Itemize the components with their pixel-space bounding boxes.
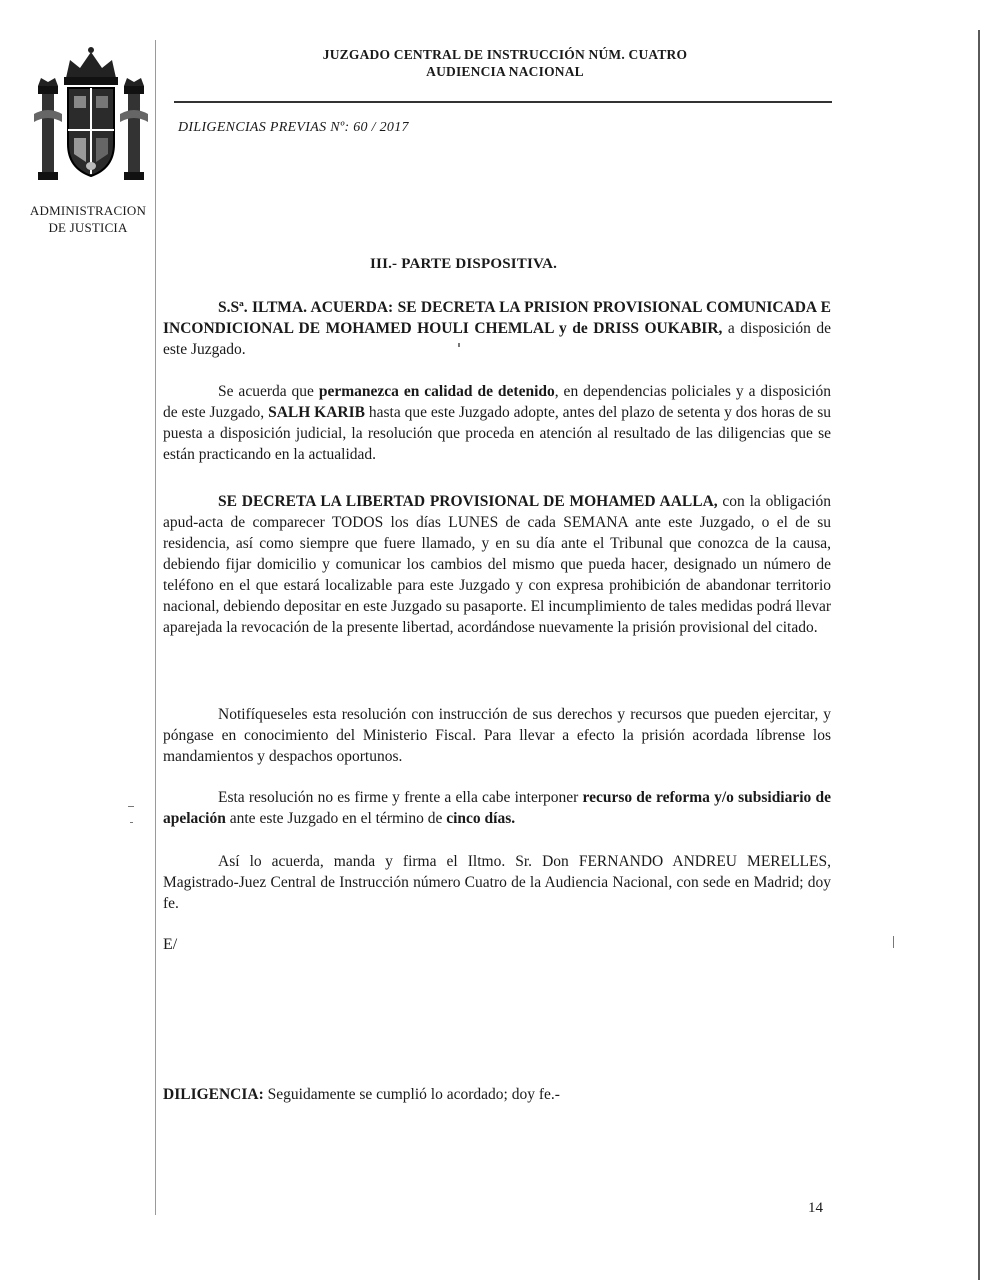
scan-speck bbox=[893, 936, 894, 948]
administration-label bbox=[18, 202, 158, 236]
appeal-bold-a: recurso de reforma y/o subsidiario de apelación bbox=[163, 789, 831, 827]
paragraph-decree-prison bbox=[163, 297, 831, 360]
court-subtitle: AUDIENCIA NACIONAL bbox=[426, 64, 584, 79]
appeal-bold-b: cinco días. bbox=[446, 810, 516, 827]
coat-of-arms-icon bbox=[30, 44, 152, 194]
notification-text: Notifíqueseles esta resolución con instrucción de sus derechos y recursos que pueden ejercitar, y póngase en conocimiento del Ministerio Fiscal. Para llevar a efecto la prisión acordada líbrense los mandamientos y despachos oportunos. bbox=[163, 706, 831, 765]
scan-speck bbox=[458, 343, 460, 347]
header-divider bbox=[174, 101, 832, 103]
detention-bold-a: permanezca en calidad de detenido bbox=[318, 383, 555, 400]
scan-edge bbox=[978, 30, 980, 1280]
appeal-text-a: Esta resolución no es firme y frente a ella cabe interponer bbox=[218, 789, 583, 806]
diligencia-text: Seguidamente se cumplió lo acordado; doy fe.- bbox=[263, 1086, 560, 1103]
signature-mark: E/ bbox=[163, 936, 178, 953]
scan-speck bbox=[130, 822, 133, 823]
admin-line-1: ADMINISTRACION bbox=[29, 203, 147, 218]
court-header bbox=[240, 46, 770, 80]
paragraph-notification bbox=[163, 704, 831, 767]
section-title: III.- PARTE DISPOSITIVA. bbox=[370, 256, 558, 272]
release-bold: SE DECRETA LA LIBERTAD PROVISIONAL DE MOHAMED AALLA, bbox=[218, 493, 718, 510]
court-name: JUZGADO CENTRAL DE INSTRUCCIÓN NÚM. CUATRO bbox=[322, 47, 688, 62]
case-reference: DILIGENCIAS PREVIAS Nº: 60 / 2017 bbox=[178, 120, 409, 135]
paragraph-provisional-release bbox=[163, 491, 831, 638]
detention-bold-b: SALH KARIB bbox=[268, 404, 365, 421]
diligencia bbox=[163, 1084, 831, 1105]
detention-text-b: , en dependencias policiales y a disposición de este Juzgado, bbox=[163, 383, 831, 421]
decree-prison-bold: S.Sª. ILTMA. ACUERDA: SE DECRETA LA PRISION PROVISIONAL COMUNICADA E INCONDICIONAL DE MOHAMED HOULI CHEMLAL y de DRISS OUKABIR, bbox=[163, 299, 831, 337]
decree-prison-text: a disposición de este Juzgado. bbox=[163, 320, 831, 358]
release-text: con la obligación apud-acta de comparecer TODOS los días LUNES de cada SEMANA ante este Juzgado, o el de su residencia, así como siempre que fuere llamado, y en su día ante el Tribunal que conozca de la causa, debiendo fijar domicilio y comunicar los cambios del mismo que pueda hacer, designado un número de teléfono en el que estará localizable para este Juzgado y con expresa prohibición de abandonar territorio nacional, debiendo depositar en este Juzgado su pasaporte. El incumplimiento de tales medidas podrá llevar aparejada la revocación de la presente libertad, acordándose nuevamente la prisión provisional del citado. bbox=[163, 493, 832, 636]
paragraph-signature bbox=[163, 851, 831, 914]
admin-line-2: DE JUSTICIA bbox=[48, 220, 128, 235]
appeal-text-b: ante este Juzgado en el término de bbox=[225, 810, 447, 827]
page-number: 14 bbox=[808, 1200, 823, 1216]
scan-speck bbox=[128, 806, 134, 807]
detention-text-a: Se acuerda que bbox=[218, 383, 319, 400]
diligencia-label: DILIGENCIA: bbox=[163, 1086, 264, 1103]
detention-text-c: hasta que este Juzgado adopte, antes del plazo de setenta y dos horas de su puesta a disposición judicial, la resolución que proceda en atención al resultado de las diligencias que se están practicando en la actualidad. bbox=[163, 404, 831, 463]
signature-text: Así lo acuerda, manda y firma el Iltmo. Sr. Don FERNANDO ANDREU MERELLES, Magistrado-Juez Central de Instrucción número Cuatro de la Audiencia Nacional, con sede en Madrid; doy fe. bbox=[163, 853, 831, 912]
paragraph-detention bbox=[163, 381, 831, 465]
paragraph-appeal bbox=[163, 787, 831, 829]
